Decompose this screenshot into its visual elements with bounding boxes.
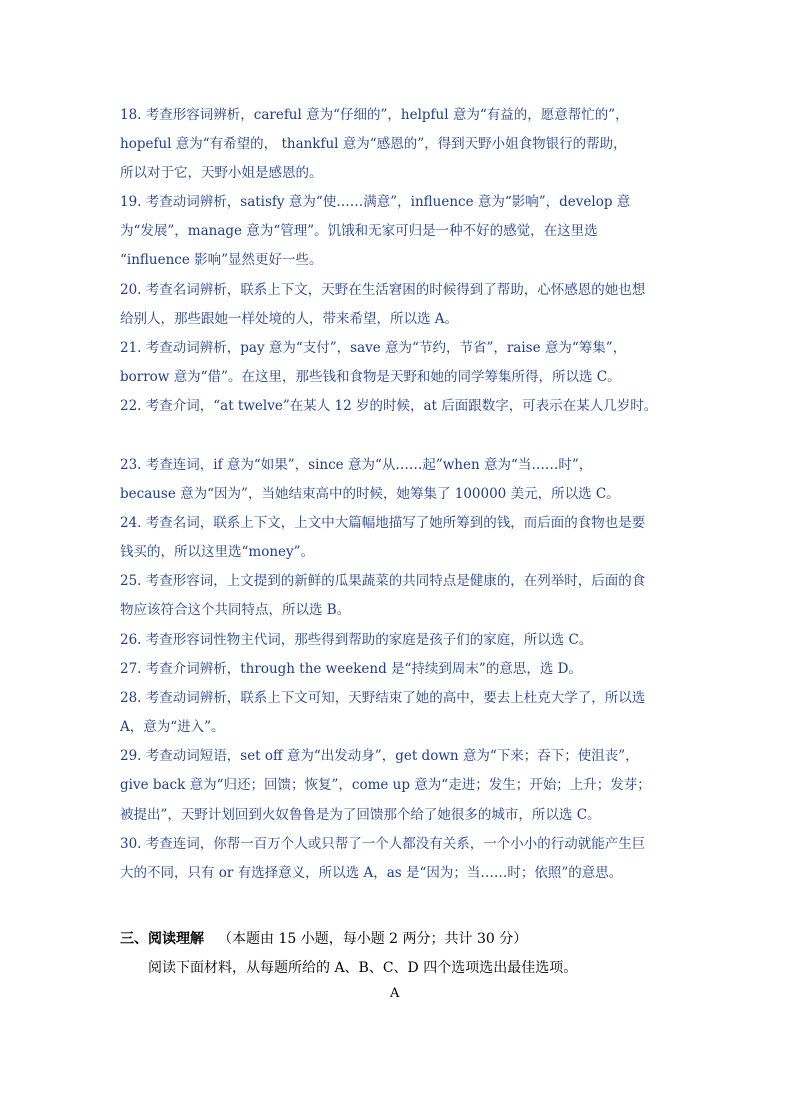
answer-line: 26. 考查形容词性物主代词，那些得到帮助的家庭是孩子们的家庭，所以选 C。 [120, 632, 593, 648]
section-title: 三、阅读理解 [120, 931, 204, 947]
section-note: （本题由 15 小题，每小题 2 两分；共计 30 分） [218, 931, 528, 947]
answer-line: 19. 考查动词辨析，satisfy 意为“使……满意”，influence 意为“影响”，develop 意 [120, 194, 631, 210]
answer-line: 物应该符合这个共同特点，所以选 B。 [120, 602, 351, 618]
answer-line: 23. 考查连词，if 意为“如果”，since 意为“从……起”when 意为“当……时”， [120, 457, 593, 473]
answer-line: A，意为“进入”。 [120, 719, 225, 735]
answer-line: 给别人，那些跟她一样处境的人，带来希望，所以选 A。 [120, 311, 459, 327]
passage-label: A [390, 986, 400, 1001]
answer-line: borrow 意为“借”。在这里，那些钱和食物是天野和她的同学筹集所得，所以选 C。 [120, 369, 621, 385]
answer-line: 25. 考查形容词，上文提到的新鲜的瓜果蔬菜的共同特点是健康的，在列举时，后面的食 [120, 573, 646, 589]
section-heading [120, 928, 527, 948]
answer-line: 22. 考查介词，“at twelve”在某人 12 岁的时候，at 后面跟数字，可表示在某人几岁时。 [120, 398, 658, 414]
answer-line: 24. 考查名词，联系上下文，上文中大篇幅地描写了她所筹到的钱，而后面的食物也是要 [120, 515, 646, 531]
answer-line: 18. 考查形容词辨析，careful 意为“仔细的”，helpful 意为“有益的，愿意帮忙的”， [120, 107, 629, 123]
answer-line: 29. 考查动词短语，set off 意为“出发动身”，get down 意为“下来；吞下；使沮丧”， [120, 748, 639, 764]
answer-line: 28. 考查动词辨析，联系上下文可知，天野结束了她的高中，要去上杜克大学了，所以选 [120, 690, 646, 706]
answer-line: give back 意为“归还；回馈；恢复”，come up 意为“走进；发生；开始；上升；发芽； [120, 777, 651, 793]
answer-line: 27. 考查介词辨析，through the weekend 是“持续到周末”的意思，选 D。 [120, 661, 582, 677]
answer-line: 为“发展”，manage 意为“管理”。饥饿和无家可归是一种不好的感觉，在这里选 [120, 223, 598, 239]
answer-line: 钱买的，所以这里选“money”。 [120, 544, 315, 560]
answer-line: 大的不同，只有 or 有选择意义，所以选 A，as 是“因为；当……时；依照”的意思。 [120, 865, 623, 881]
answer-line: hopeful 意为“有希望的， thankful 意为“感恩的”，得到天野小姐食物银行的帮助， [120, 136, 627, 152]
answer-line: 所以对于它，天野小姐是感恩的。 [120, 165, 323, 181]
answer-line: “influence 影响”显然更好一些。 [120, 252, 323, 268]
section-instruction: 阅读下面材料，从每题所给的 A、B、C、D 四个选项选出最佳选项。 [148, 960, 578, 976]
answer-line: 被提出”，天野计划回到火奴鲁鲁是为了回馈那个给了她很多的城市，所以选 C。 [120, 807, 601, 823]
answer-line: because 意为“因为”，当她结束高中的时候，她筹集了 100000 美元，所以选 C。 [120, 486, 620, 502]
answer-line: 21. 考查动词辨析，pay 意为“支付”，save 意为“节约，节省”，raise 意为“筹集”， [120, 340, 627, 356]
answer-line: 20. 考查名词辨析，联系上下文，天野在生活窘困的时候得到了帮助，心怀感恩的她也想 [120, 282, 646, 298]
answer-line: 30. 考查连词，你帮一百万个人或只帮了一个人都没有关系，一个小小的行动就能产生巨 [120, 836, 646, 852]
